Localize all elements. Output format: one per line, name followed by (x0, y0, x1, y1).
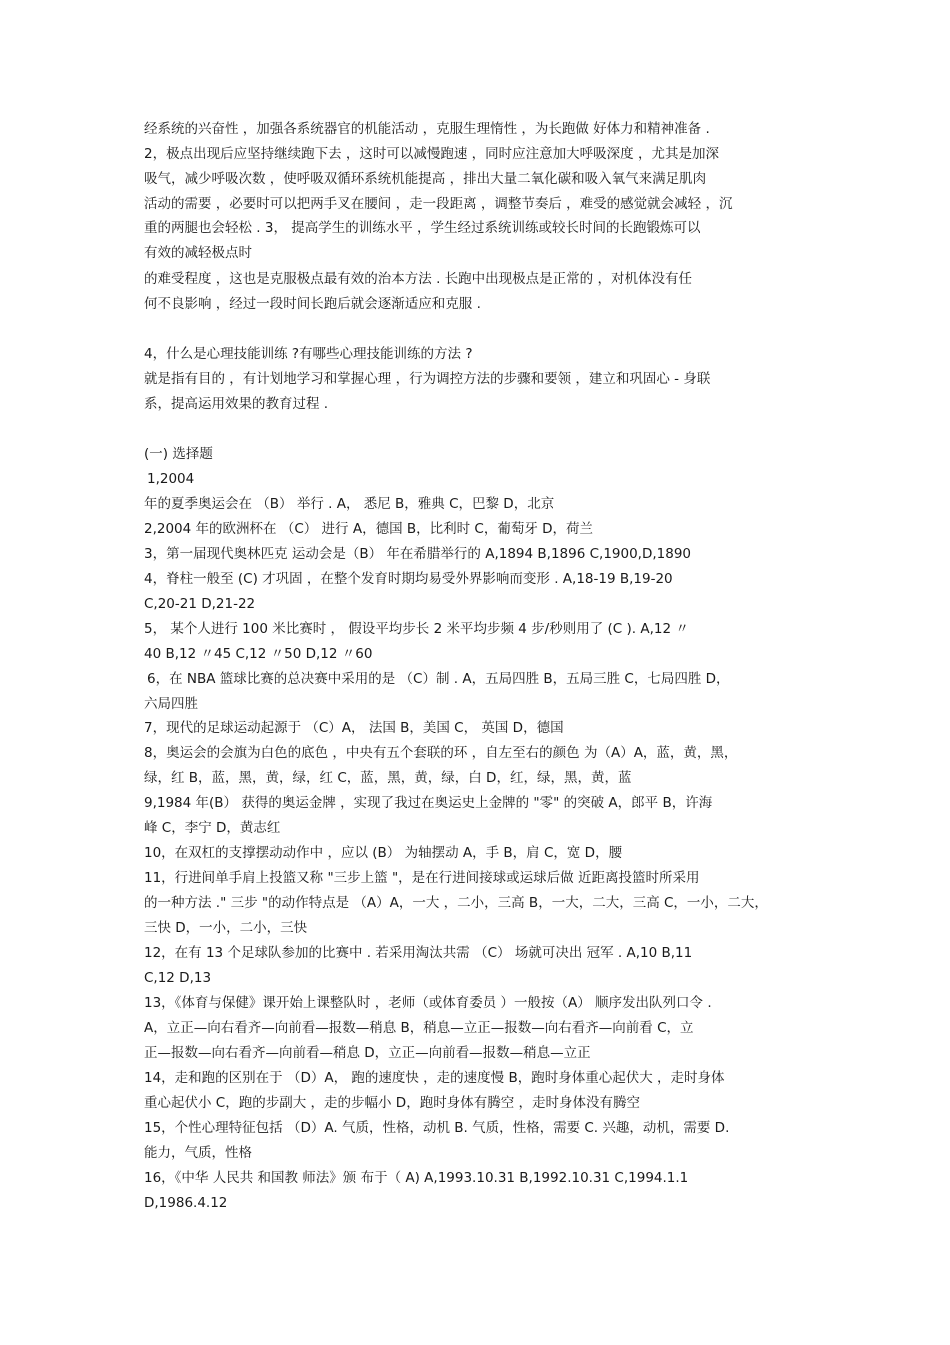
body-line: D,1986.4.12 (144, 1195, 228, 1211)
question-item: 13，《体育与保健》课开始上课整队时 ，老师（或体育委员 ）一般按（A） 顺序发出队列口令 . (144, 995, 712, 1011)
question-item: 6，在 NBA 篮球比赛的总决赛中采用的是 （C）制 . A，五局四胜 B，五局三胜 C，七局四胜 D， (147, 671, 730, 687)
body-line: 经系统的兴奋性 ，加强各系统器官的机能活动 ，克服生理惰性 ，为长跑做 好体力和精神准备 . (144, 121, 710, 137)
body-line: 就是指有目的 ，有计划地学习和掌握心理 ，行为调控方法的步骤和要领 ，建立和巩固心 - 身联 (144, 371, 711, 387)
body-line: 六局四胜 (144, 696, 198, 712)
body-line: 的一种方法 ." 三步 "的动作特点是 （A）A，一大 ，二小，三高 B，一大，二大，三高 C，一小，二大， (144, 895, 768, 911)
body-line: 吸气，减少呼吸次数 ，使呼吸双循环系统机能提高 ，排出大量二氧化碳和吸入氧气来满足肌肉 (144, 171, 707, 187)
body-line: 绿，红 B，蓝，黑，黄，绿，红 C，蓝，黑，黄，绿，白 D，红，绿，黑，黄，蓝 (144, 770, 632, 786)
question-item: 7，现代的足球运动起源于 （C）A， 法国 B，美国 C， 英国 D，德国 (144, 720, 564, 736)
question-heading: 4，什么是心理技能训练 ?有哪些心理技能训练的方法 ? (144, 346, 473, 362)
body-line: 三快 D，一小，二小，三快 (144, 920, 308, 936)
body-line: 重的两腿也会轻松 . 3， 提高学生的训练水平 ，学生经过系统训练或较长时间的长跑锻炼可以 (144, 220, 701, 236)
body-line: 系，提高运用效果的教育过程 . (144, 396, 329, 412)
section-heading: (一) 选择题 (144, 446, 213, 462)
question-item: 4，脊柱一般至 (C) 才巩固 ，在整个发育时期均易受外界影响而变形 . A,18-19 B,19-20 (144, 571, 673, 587)
body-line: 的难受程度 ，这也是克服极点最有效的治本方法 . 长跑中出现极点是正常的 ，对机体没有任 (144, 271, 692, 287)
body-line: 峰 C，李宁 D，黄志红 (144, 820, 281, 836)
body-line: 2，极点出现后应坚持继续跑下去 ，这时可以减慢跑速 ，同时应注意加大呼吸深度 ，尤其是加深 (144, 146, 719, 162)
body-line: 活动的需要 ，必要时可以把两手叉在腰间 ，走一段距离 ，调整节奏后 ，难受的感觉就会减轻 ，沉 (144, 196, 733, 212)
body-line: 1,2004 (147, 471, 195, 487)
body-line: C,20-21 D,21-22 (144, 596, 256, 612)
body-line: 40 B,12 〃45 C,12 〃50 D,12 〃60 (144, 646, 373, 662)
body-line: 正—报数—向右看齐—向前看—稍息 D，立正—向前看—报数—稍息—立正 (144, 1045, 591, 1061)
question-item: 3，第一届现代奥林匹克 运动会是（B） 年在希腊举行的 A,1894 B,1896 C,1900,D,1890 (144, 546, 692, 562)
body-line: A，立正—向右看齐—向前看—报数—稍息 B，稍息—立正—报数—向右看齐—向前看 C，立 (144, 1020, 694, 1036)
question-item: 年的夏季奥运会在 （B） 举行 . A， 悉尼 B，雅典 C，巴黎 D，北京 (144, 496, 555, 512)
question-item: 15，个性心理特征包括 （D）A. 气质，性格，动机 B. 气质，性格，需要 C. 兴趣，动机，需要 D. (144, 1120, 730, 1136)
question-item: 16，《中华 人民共 和国教 师法》颁 布于（ A) A,1993.10.31 B,1992.10.31 C,1994.1.1 (144, 1170, 689, 1186)
body-line: 有效的减轻极点时 (144, 245, 252, 261)
question-item: 11，行进间单手肩上投篮又称 "三步上篮 "，是在行进间接球或运球后做 近距离投篮时所采用 (144, 870, 700, 886)
body-line: 能力，气质，性格 (144, 1145, 252, 1161)
question-item: 5， 某个人进行 100 米比赛时 ， 假设平均步长 2 米平均步频 4 步/秒则用了 (C ). A,12 〃 (144, 621, 689, 637)
question-item: 9,1984 年(B） 获得的奥运金牌 ，实现了我过在奥运史上金牌的 "零" 的突破 A，郎平 B，许海 (144, 795, 713, 811)
question-item: 10，在双杠的支撑摆动动作中 ，应以 (B） 为轴摆动 A，手 B，肩 C，宽 D，腰 (144, 845, 623, 861)
body-line: 重心起伏小 C，跑的步副大 ，走的步幅小 D，跑时身体有腾空 ，走时身体没有腾空 (144, 1095, 640, 1111)
question-item: 8，奥运会的会旗为白色的底色 ，中央有五个套联的环 ，自左至右的颜色 为（A）A，蓝，黄，黑， (144, 745, 738, 761)
question-item: 2,2004 年的欧洲杯在 （C） 进行 A，德国 B，比利时 C，葡萄牙 D，荷兰 (144, 521, 594, 537)
question-item: 14，走和跑的区别在于 （D）A， 跑的速度快 ，走的速度慢 B，跑时身体重心起伏大 ，走时身体 (144, 1070, 725, 1086)
body-line: C,12 D,13 (144, 970, 212, 986)
question-item: 12，在有 13 个足球队参加的比赛中 . 若采用淘汰共需 （C） 场就可决出 冠军 . A,10 B,11 (144, 945, 693, 961)
body-line: 何不良影响 ，经过一段时间长跑后就会逐渐适应和克服 . (144, 296, 481, 312)
